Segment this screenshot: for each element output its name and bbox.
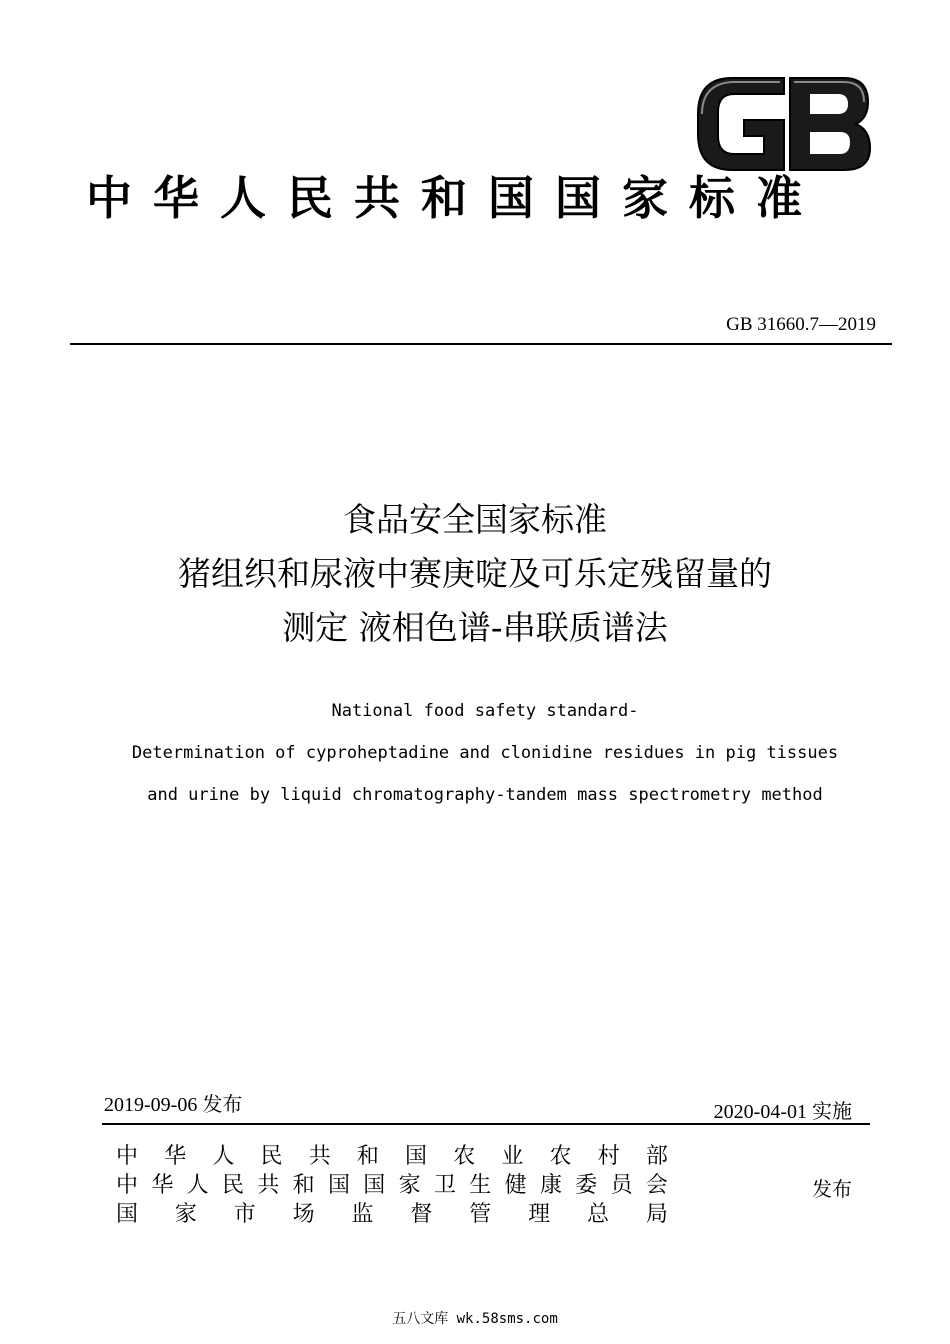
issue-date: 2019-09-06 发布 <box>104 1094 243 1116</box>
issuer-health-commission: 中 华 人 民 共 和 国 国 家 卫 生 健 康 委 员 会 <box>116 1173 668 1198</box>
issuer-agriculture-ministry: 中 华 人 民 共 和 国 农 业 农 村 部 <box>116 1144 668 1169</box>
footer-divider <box>102 1123 870 1125</box>
english-title-line-1: National food safety standard- <box>331 701 639 721</box>
chinese-title-line-1: 食品安全国家标准 <box>343 500 607 539</box>
chinese-title <box>60 493 890 655</box>
header-divider <box>70 343 892 345</box>
issuer-market-regulation: 国 家 市 场 监 督 管 理 总 局 <box>116 1202 668 1227</box>
chinese-title-line-3: 测定 液相色谱-串联质谱法 <box>282 608 668 647</box>
publish-label: 发布 <box>812 1177 852 1201</box>
chinese-title-line-2: 猪组织和尿液中赛庚啶及可乐定残留量的 <box>178 554 772 593</box>
watermark-text: 五八文库 wk.58sms.com <box>392 1311 558 1327</box>
standard-number: GB 31660.7—2019 <box>726 314 876 335</box>
english-title-line-2: Determination of cyproheptadine and clonidine residues in pig tissues <box>131 743 839 763</box>
english-title-line-3: and urine by liquid chromatography-tandem mass spectrometry method <box>147 785 823 805</box>
national-standard-heading: 中华人民共和国国家标准 <box>86 171 823 225</box>
gb-logo <box>694 74 872 174</box>
implementation-date: 2020-04-01 实施 <box>713 1101 852 1123</box>
english-title <box>40 690 930 816</box>
